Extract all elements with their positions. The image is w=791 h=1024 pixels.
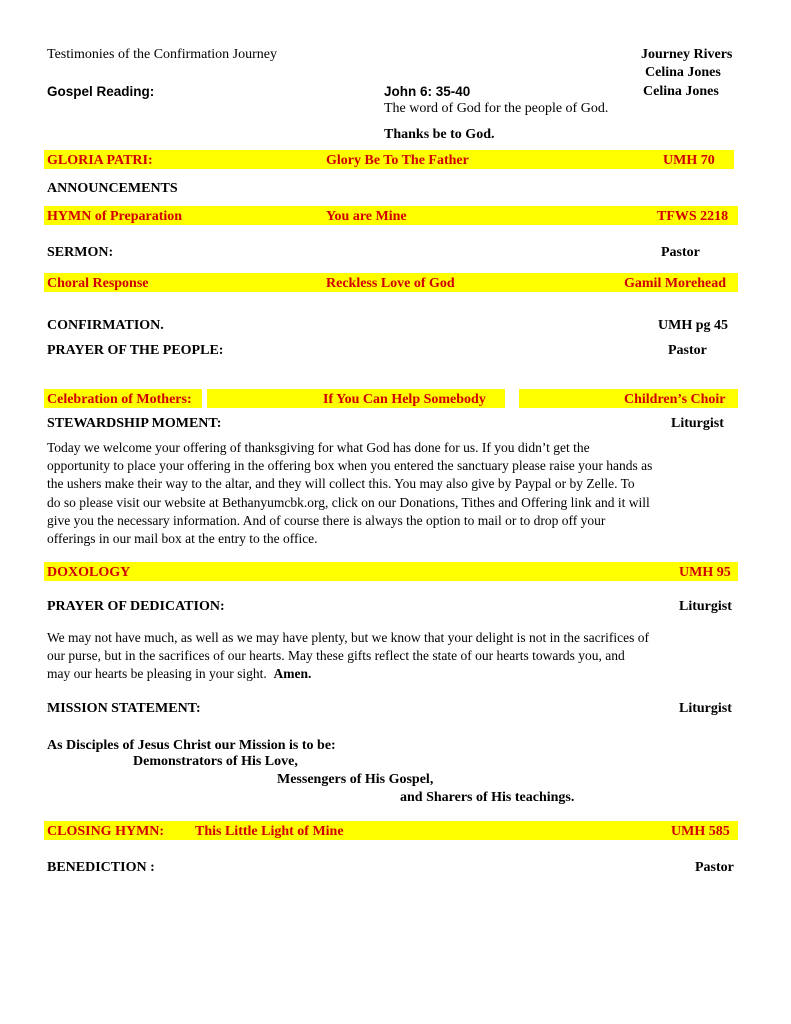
mission-line: Demonstrators of His Love, bbox=[133, 754, 298, 769]
gloria-label: GLORIA PATRI: bbox=[47, 153, 153, 168]
paragraph-line: offerings in our mail box at the entry to the office. bbox=[47, 531, 318, 547]
announcements-label: ANNOUNCEMENTS bbox=[47, 181, 178, 196]
hymn-prep-label: HYMN of Preparation bbox=[47, 209, 183, 224]
choral-label: Choral Response bbox=[47, 276, 149, 291]
confirmation-label: CONFIRMATION. bbox=[47, 318, 164, 333]
paragraph-text: may our hearts be pleasing in your sight. bbox=[47, 666, 267, 682]
mission-line: Messengers of His Gospel, bbox=[277, 772, 434, 787]
paragraph-line: give you the necessary information. And of course there is always the option to mail or to drop off your bbox=[47, 512, 606, 528]
celebration-ref: Children’s Choir bbox=[624, 392, 726, 407]
paragraph-line bbox=[47, 665, 744, 683]
celebration-title: If You Can Help Somebody bbox=[323, 392, 486, 407]
gospel-label: Gospel Reading: bbox=[47, 84, 155, 99]
doxology-ref: UMH 95 bbox=[679, 565, 731, 580]
testimonies-name-2: Celina Jones bbox=[645, 65, 721, 80]
word-of-god: The word of God for the people of God. bbox=[384, 101, 609, 116]
celebration-label: Celebration of Mothers: bbox=[47, 392, 192, 407]
dedication-leader: Liturgist bbox=[679, 599, 732, 614]
benediction-label: BENEDICTION : bbox=[47, 860, 155, 875]
paragraph-line: We may not have much, as well as we may have plenty, but we know that your delight is not in the sacrifices of bbox=[47, 630, 650, 645]
closing-label: CLOSING HYMN: bbox=[47, 824, 165, 839]
thanks-response: Thanks be to God. bbox=[384, 127, 495, 142]
sermon-leader: Pastor bbox=[661, 245, 700, 260]
sermon-label: SERMON: bbox=[47, 245, 114, 260]
mission-leader: Liturgist bbox=[679, 701, 732, 716]
gospel-ref: John 6: 35-40 bbox=[384, 84, 471, 99]
gloria-title: Glory Be To The Father bbox=[326, 153, 469, 168]
paragraph-line: do so please visit our website at Bethanyumcbk.org, click on our Donations, Tithes and Offering link and it will bbox=[47, 494, 650, 510]
closing-title: This Little Light of Mine bbox=[195, 824, 344, 839]
gospel-reader: Celina Jones bbox=[643, 84, 719, 99]
gloria-ref: UMH 70 bbox=[663, 153, 715, 168]
benediction-leader: Pastor bbox=[695, 860, 734, 875]
mission-line: and Sharers of His teachings. bbox=[400, 790, 575, 805]
amen: Amen. bbox=[273, 666, 312, 682]
testimonies-label: Testimonies of the Confirmation Journey bbox=[47, 47, 277, 62]
paragraph-line: opportunity to place your offering in the offering box when you entered the sanctuary please raise your hands as bbox=[47, 458, 653, 474]
highlight-bar bbox=[44, 562, 738, 581]
paragraph-line: our purse, but in the sacrifices of our hearts. May these gifts reflect the state of our hearts towards you, and bbox=[47, 648, 625, 664]
dedication-paragraph bbox=[47, 629, 744, 684]
stewardship-label: STEWARDSHIP MOMENT: bbox=[47, 416, 222, 431]
mission-label: MISSION STATEMENT: bbox=[47, 701, 201, 716]
choral-ref: Gamil Morehead bbox=[624, 276, 727, 291]
testimonies-name-1: Journey Rivers bbox=[641, 47, 733, 62]
prayer-people-label: PRAYER OF THE PEOPLE: bbox=[47, 343, 224, 358]
stewardship-leader: Liturgist bbox=[671, 416, 724, 431]
mission-line: As Disciples of Jesus Christ our Mission is to be: bbox=[47, 738, 336, 753]
hymn-prep-title: You are Mine bbox=[326, 209, 407, 224]
choral-title: Reckless Love of God bbox=[326, 276, 455, 291]
doxology-label: DOXOLOGY bbox=[47, 565, 131, 580]
dedication-label: PRAYER OF DEDICATION: bbox=[47, 599, 225, 614]
prayer-people-leader: Pastor bbox=[668, 343, 707, 358]
paragraph-line: the ushers make their way to the altar, and they will collect this. You may also give by Paypal or by Zelle. To bbox=[47, 476, 635, 492]
hymn-prep-ref: TFWS 2218 bbox=[657, 209, 729, 224]
stewardship-paragraph bbox=[47, 439, 744, 548]
paragraph-line: Today we welcome your offering of thanksgiving for what God has done for us. If you didn’t get the bbox=[47, 440, 590, 455]
closing-ref: UMH 585 bbox=[671, 824, 730, 839]
confirmation-ref: UMH pg 45 bbox=[658, 318, 728, 333]
